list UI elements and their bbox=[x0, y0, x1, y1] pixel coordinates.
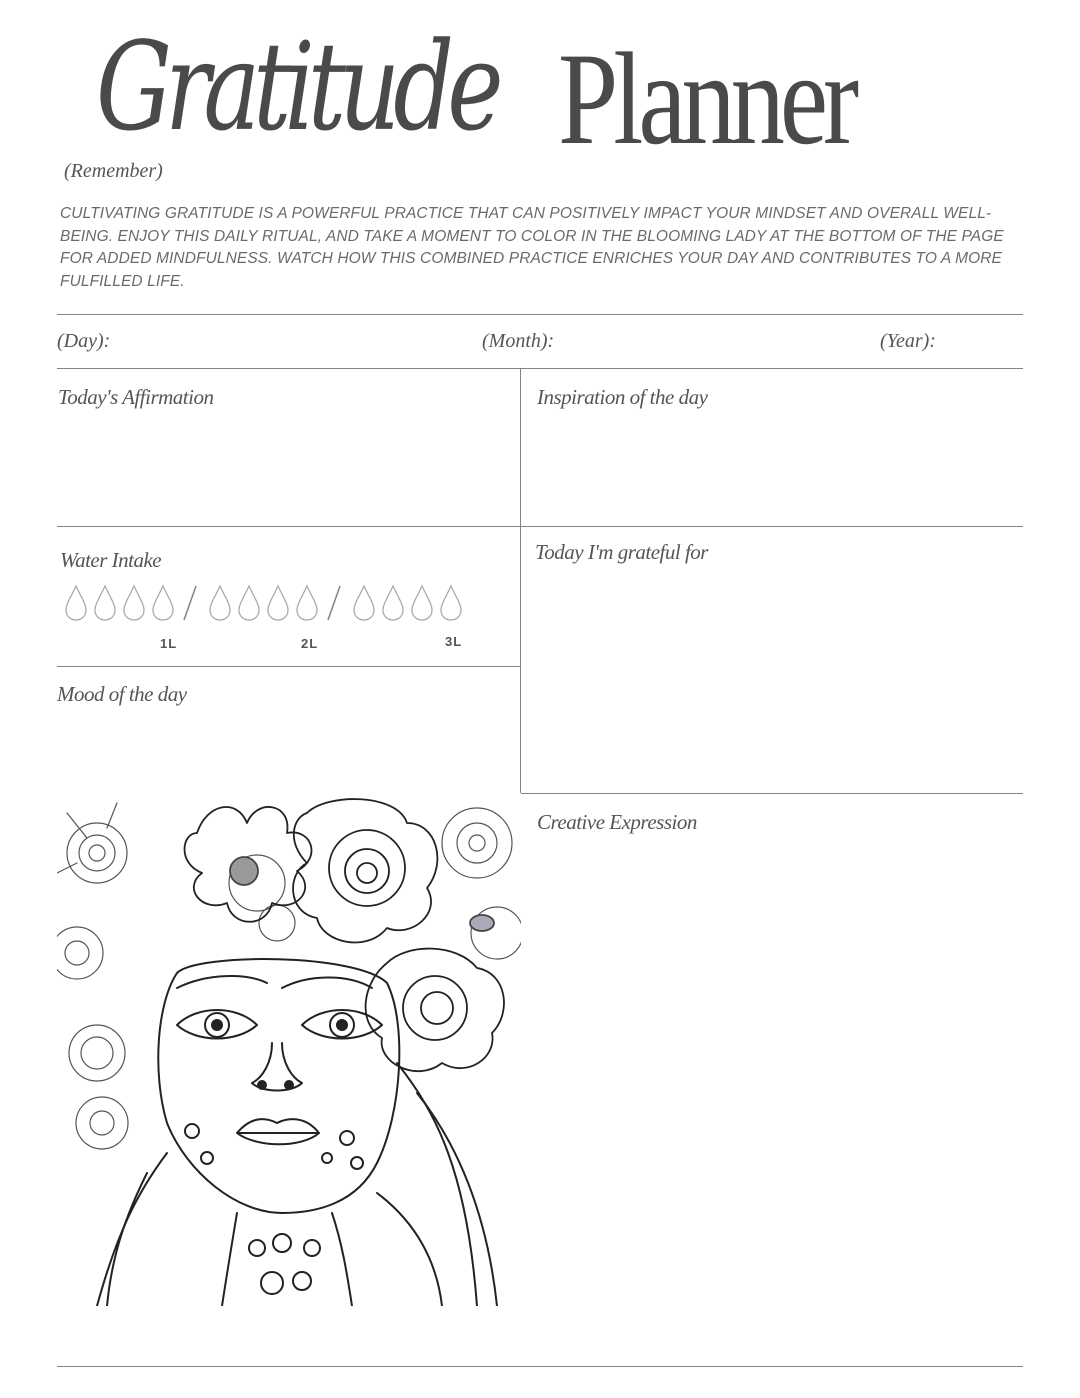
blooming-lady-illustration-icon bbox=[57, 793, 521, 1306]
blooming-lady-coloring-illustration[interactable] bbox=[57, 793, 521, 1306]
month-field[interactable]: (Month): bbox=[482, 330, 555, 352]
divider bbox=[520, 793, 1023, 794]
page-title bbox=[96, 16, 996, 172]
water-drop-icon[interactable] bbox=[297, 586, 317, 620]
separator-slash bbox=[328, 586, 340, 620]
inspiration-section[interactable]: Inspiration of the day bbox=[537, 385, 708, 409]
water-drop-icon[interactable] bbox=[210, 586, 230, 620]
title-script: Gratitude bbox=[96, 16, 497, 158]
water-drop-icon[interactable] bbox=[95, 586, 115, 620]
grateful-section[interactable]: Today I'm grateful for bbox=[535, 540, 708, 564]
divider bbox=[57, 368, 1023, 369]
bottom-divider bbox=[57, 1366, 1023, 1367]
water-drop-icon[interactable] bbox=[268, 586, 288, 620]
mood-section[interactable]: Mood of the day bbox=[57, 682, 187, 706]
water-drop-icon[interactable] bbox=[153, 586, 173, 620]
title-serif: Planner bbox=[558, 25, 855, 172]
water-intake-label: Water Intake bbox=[60, 548, 162, 572]
water-drop-icon[interactable] bbox=[412, 586, 432, 620]
liter-label-1: 1L bbox=[160, 636, 178, 651]
water-drop-icon[interactable] bbox=[239, 586, 259, 620]
remember-label: (Remember) bbox=[64, 160, 163, 182]
water-drop-icon[interactable] bbox=[354, 586, 374, 620]
creative-expression-section[interactable]: Creative Expression bbox=[537, 810, 697, 834]
year-field[interactable]: (Year): bbox=[880, 330, 936, 352]
affirmation-section[interactable]: Today's Affirmation bbox=[58, 385, 214, 409]
divider bbox=[57, 666, 521, 667]
water-drop-icon[interactable] bbox=[441, 586, 461, 620]
water-drop-tracker bbox=[64, 584, 474, 624]
separator-slash bbox=[184, 586, 196, 620]
liter-label-2: 2L bbox=[301, 636, 319, 651]
water-drop-icon[interactable] bbox=[124, 586, 144, 620]
day-field[interactable]: (Day): bbox=[57, 330, 111, 352]
liter-label-3: 3L bbox=[445, 634, 463, 649]
intro-text: CULTIVATING GRATITUDE IS A POWERFUL PRACTICE THAT CAN POSITIVELY IMPACT YOUR MINDSET AND OVERALL WELL-BEING. ENJOY THIS DAILY RITUAL, AND TAKE A MOMENT TO COLOR IN THE BLOOMING LADY AT THE BOTTOM OF THE PAGE FOR ADDED MINDFULNESS. WATCH HOW THIS COMBINED PRACTICE ENRICHES YOUR DAY AND CONTRIBUTES TO A MORE FULFILLED LIFE. bbox=[60, 205, 1004, 290]
divider bbox=[57, 526, 1023, 527]
divider bbox=[57, 314, 1023, 315]
water-drop-icon[interactable] bbox=[383, 586, 403, 620]
water-drop-icon[interactable] bbox=[66, 586, 86, 620]
